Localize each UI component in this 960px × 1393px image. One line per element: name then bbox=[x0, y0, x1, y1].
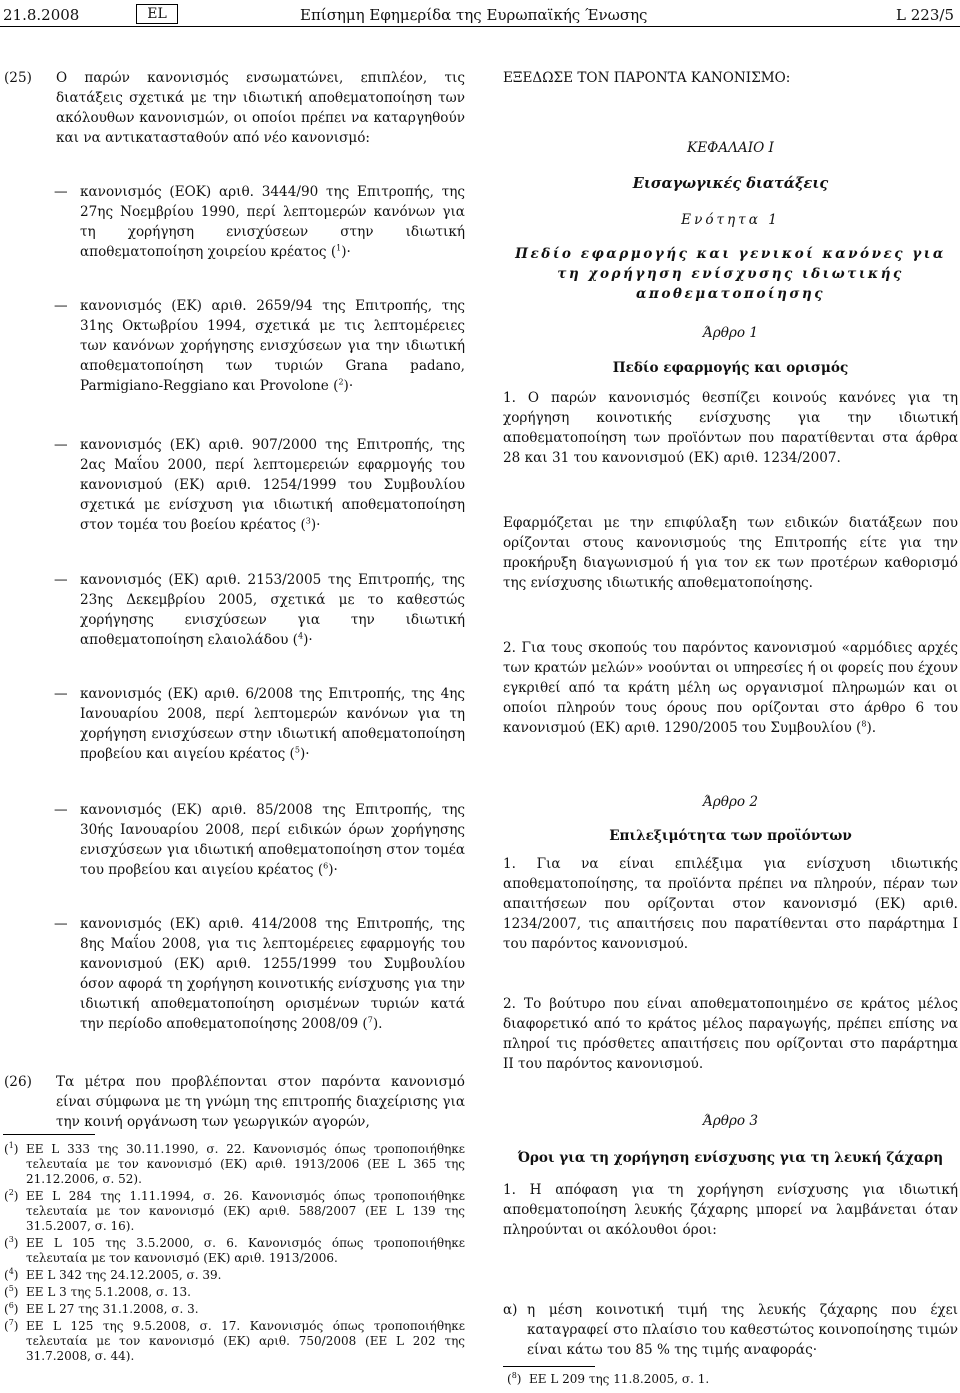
recital-25 bbox=[0, 68, 465, 148]
dash-mark: — bbox=[54, 184, 68, 200]
list-item-text: κανονισμός (ΕΚ) αριθ. 907/2000 της Επιτροπής, της 2ας Μαΐου 2000, περί λεπτομερειών εφαρμογής του κανονισμού (ΕΚ) αριθ. 1254/1999 του Συμβουλίου σχετικά με ενίσχυση για ιδιωτική αποθεματοποίηση στον τομέα του βοείου κρέατος ($^3$)· bbox=[80, 437, 465, 533]
footnote: ($^6$) ΕΕ L 27 της 31.1.2008, σ. 3. bbox=[4, 1301, 199, 1316]
section-title: Πεδίο εφαρμογής και γενικοί κανόνες για τη χορήγηση ενίσχυσης ιδιωτικής αποθεματοποίησης bbox=[515, 246, 946, 302]
header-rule bbox=[0, 26, 960, 27]
dash-mark: — bbox=[54, 572, 68, 588]
section-heading: Ενότητα 1 bbox=[681, 212, 780, 228]
list-item bbox=[0, 684, 465, 764]
footnote-rule bbox=[503, 1366, 595, 1367]
chapter-title: Εισαγωγικές διατάξεις bbox=[632, 175, 829, 192]
article-1-subparagraph: Εφαρμόζεται με την επιφύλαξη των ειδικών διατάξεων που ορίζονται στους κανονισμούς της Επιτροπής είτε για την προκήρυξη διαγωνισμού ή για τον εκ των προτέρων καθορισμό της ενίσχυσης ιδιωτικής αποθεματοποίησης. bbox=[503, 515, 958, 591]
footnote: ($^2$) ΕΕ L 284 της 1.11.1994, σ. 26. Κανονισμός όπως τροποποιήθηκε τελευταία με τον κανονισμό (ΕΚ) αριθ. 588/2007 (ΕΕ L 139 της 31.5.2007, σ. 16). bbox=[4, 1188, 465, 1233]
footnote: ($^1$) ΕΕ L 333 της 30.11.1990, σ. 22. Κανονισμός όπως τροποποιήθηκε τελευταία με τον κανονισμό (ΕΚ) αριθ. 1913/2006 (ΕΕ L 365 της 21.12.2006, σ. 52). bbox=[4, 1141, 465, 1186]
article-3-paragraph-1: 1. Η απόφαση για τη χορήγηση ενίσχυσης για ιδιωτική αποθεματοποίηση λευκής ζάχαρης μπορεί να λαμβάνεται όταν πληρούνται οι ακόλουθοι όροι: bbox=[503, 1182, 958, 1238]
recital-number: (26) bbox=[4, 1074, 32, 1090]
dash-mark: — bbox=[54, 802, 68, 818]
chapter-heading: ΚΕΦΑΛΑΙΟ I bbox=[687, 140, 774, 156]
journal-title: Επίσημη Εφημερίδα της Ευρωπαϊκής Ένωσης bbox=[300, 6, 648, 24]
footnote-rule bbox=[3, 1134, 95, 1135]
enacting-formula: ΕΞΕΔΩΣΕ ΤΟΝ ΠΑΡΟΝΤΑ ΚΑΝΟΝΙΣΜΟ: bbox=[503, 70, 791, 86]
dash-mark: — bbox=[54, 298, 68, 314]
list-item-text: κανονισμός (ΕΚ) αριθ. 6/2008 της Επιτροπής, της 4ης Ιανουαρίου 2008, περί λεπτομερών κανόνων για τη χορήγηση ενισχύσεων στην ιδιωτική αποθεματοποίηση προβείου και αιγείου κρέατος ($^5$)· bbox=[80, 686, 465, 762]
list-item bbox=[503, 1300, 958, 1360]
publication-date: 21.8.2008 bbox=[3, 6, 80, 24]
list-item bbox=[0, 800, 465, 880]
recital-text: Τα μέτρα που προβλέπονται στον παρόντα κανονισμό είναι σύμφωνα με τη γνώμη της επιτροπής διαχείρισης για την κοινή οργάνωση των γεωργικών αγορών, bbox=[56, 1074, 465, 1130]
article-2-heading: Άρθρο 2 bbox=[702, 794, 759, 810]
list-item bbox=[0, 570, 465, 650]
article-3-heading: Άρθρο 3 bbox=[702, 1113, 759, 1129]
page-reference: L 223/5 bbox=[896, 6, 954, 24]
article-2-paragraph-2: 2. Το βούτυρο που είναι αποθεματοποιημένο σε κράτος μέλος διαφορετικό από το κράτος μέλος παραγωγής, πρέπει επίσης να πληροί τις πρόσθετες απαιτήσεις που ορίζονται στο παράρτημα II του παρόντος κανονισμού. bbox=[503, 996, 958, 1072]
list-item bbox=[0, 296, 465, 396]
footnote: ($^5$) ΕΕ L 3 της 5.1.2008, σ. 13. bbox=[4, 1284, 191, 1299]
language-badge: EL bbox=[136, 4, 178, 24]
article-1-paragraph-1: 1. Ο παρών κανονισμός θεσπίζει κοινούς κανόνες για τη χορήγηση κοινοτικής ενίσχυσης για την ιδιωτική αποθεματοποίηση των προϊόντων που παρατίθενται στα άρθρα 28 και 31 του κανονισμού (ΕΚ) αριθ. 1234/2007. bbox=[503, 390, 958, 466]
footnotes-left bbox=[0, 1142, 465, 1364]
article-2-title: Επιλεξιμότητα των προϊόντων bbox=[609, 828, 852, 844]
list-item bbox=[0, 914, 465, 1034]
footnote: ($^7$) ΕΕ L 125 της 9.5.2008, σ. 17. Κανονισμός όπως τροποποιήθηκε τελευταία με τον κανονισμό (ΕΚ) αριθ. 750/2008 (ΕΕ L 202 της 31.7.2008, σ. 44). bbox=[4, 1318, 465, 1363]
article-1-paragraph-2: 2. Για τους σκοπούς του παρόντος κανονισμού «αρμόδιες αρχές των κρατών μελών» νοούνται οι υπηρεσίες ή οι φορείς που έχουν εγκριθεί από τα κράτη μέλη ως οργανισμοί πληρωμών και οι οποίοι πληρούν τους όρους που ορίζονται στο άρθρο 6 του κανονισμού (ΕΚ) αριθ. 1290/2005 του Συμβουλίου ($^8$). bbox=[503, 640, 958, 736]
list-item bbox=[0, 182, 465, 262]
list-item-text: κανονισμός (ΕΚ) αριθ. 414/2008 της Επιτροπής, της 8ης Μαΐου 2008, για τις λεπτομέρειες εφαρμογής του κανονισμού (ΕΚ) αριθ. 1255/1999 του Συμβουλίου όσον αφορά τη χορήγηση κοινοτικής ενίσχυσης για την ιδιωτική αποθεματοποίηση ορισμένων τυριών κατά την περίοδο αποθεματοποίησης 2008/09 ($^7$). bbox=[80, 916, 465, 1032]
footnote: ($^8$) ΕΕ L 209 της 11.8.2005, σ. 1. bbox=[507, 1371, 710, 1386]
article-3-title: Όροι για τη χορήγηση ενίσχυσης για τη λευκή ζάχαρη bbox=[517, 1150, 944, 1166]
article-1-heading: Άρθρο 1 bbox=[702, 325, 759, 341]
dash-mark: — bbox=[54, 686, 68, 702]
recital-text: Ο παρών κανονισμός ενσωματώνει, επιπλέον, τις διατάξεις σχετικά με την ιδιωτική αποθεματοποίηση των ακόλουθων κανονισμών, οι οποίοι πρέπει να καταργηθούν και να αντικατασταθούν από νέο κανονισμό: bbox=[56, 70, 465, 146]
article-1-title: Πεδίο εφαρμογής και ορισμός bbox=[612, 360, 849, 376]
list-item-text: κανονισμός (ΕΚ) αριθ. 2153/2005 της Επιτροπής, της 23ης Δεκεμβρίου 2005, σχετικά με το καθεστώς χορήγησης ενισχύσεων για την ιδιωτική αποθεματοποίηση ελαιολάδου ($^4$)· bbox=[80, 572, 465, 648]
article-2-paragraph-1: 1. Για να είναι επιλέξιμα για ενίσχυση ιδιωτικής αποθεματοποίησης, τα προϊόντα πρέπει να πληρούν, πέραν των απαιτήσεων που ορίζονται στον κανονισμό (ΕΚ) αριθ. 1234/2007, τις απαιτήσεις που παρατίθενται στο παράρτημα I του παρόντος κανονισμού. bbox=[503, 856, 958, 952]
dash-mark: — bbox=[54, 437, 68, 453]
footnote: ($^4$) ΕΕ L 342 της 24.12.2005, σ. 39. bbox=[4, 1267, 222, 1282]
list-item-text: κανονισμός (ΕΚ) αριθ. 2659/94 της Επιτροπής, της 31ης Οκτωβρίου 1994, σχετικά με τις λεπτομέρειες των κανόνων χορήγησης ενισχύσεων για την ιδιωτική αποθεματοποίηση των τυριών Grana padano, Parmigiano-Reggiano και Provolone ($^2$)· bbox=[80, 298, 465, 394]
recital-26 bbox=[0, 1072, 465, 1132]
list-item-label: α) bbox=[503, 1302, 518, 1318]
list-item-text: κανονισμός (ΕΟΚ) αριθ. 3444/90 της Επιτροπής, της 27ης Νοεμβρίου 1990, περί λεπτομερών κανόνων για τη χορήγηση ενισχύσεων στην ιδιωτική αποθεματοποίηση χοιρείου κρέατος ($^1$)· bbox=[80, 184, 465, 260]
list-item-text: κανονισμός (ΕΚ) αριθ. 85/2008 της Επιτροπής, της 30ής Ιανουαρίου 2008, περί ειδικών όρων χορήγησης ενισχύσεων για ιδιωτική αποθεματοποίηση στον τομέα του προβείου και αιγείου κρέατος ($^6$)· bbox=[80, 802, 465, 878]
recital-number: (25) bbox=[4, 70, 32, 86]
list-item bbox=[0, 435, 465, 535]
footnote: ($^3$) ΕΕ L 105 της 3.5.2000, σ. 6. Κανονισμός όπως τροποποιήθηκε τελευταία με τον κανονισμό (ΕΚ) αριθ. 1913/2006. bbox=[4, 1235, 465, 1265]
dash-mark: — bbox=[54, 916, 68, 932]
list-item-text: η μέση κοινοτική τιμή της λευκής ζάχαρης που έχει καταγραφεί στο πλαίσιο του καθεστώτος κοινοποίησης τιμών είναι κάτω του 85 % της τιμής αναφοράς· bbox=[527, 1302, 958, 1358]
